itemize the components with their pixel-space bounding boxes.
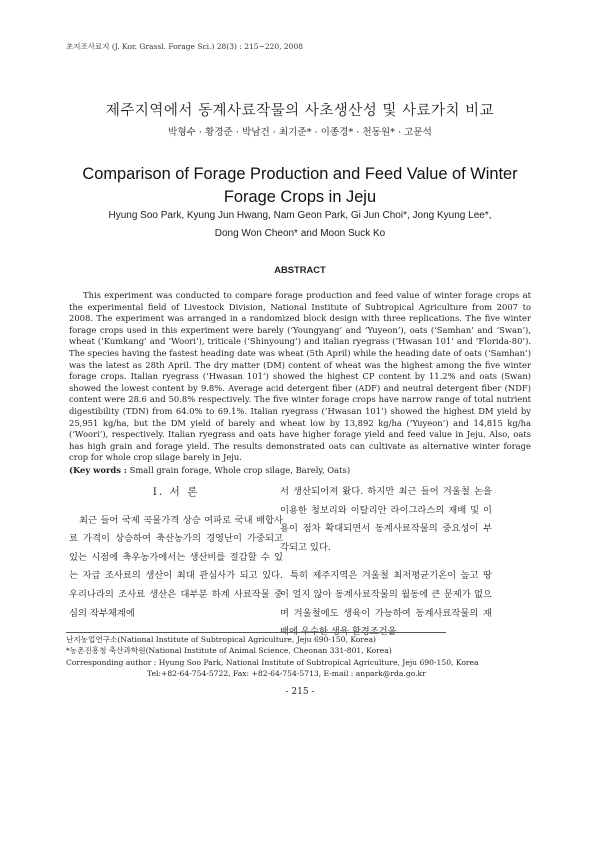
footnotes [66, 632, 536, 680]
abstract-text: This experiment was conducted to compare forage production and feed value of winter forage crops at the experimental field of Livestock Division, National Institute of Subtropical Agriculture from 2007 to 2008. The experiment was arranged in a randomized block design with three replications. The five winter forage crops used in this experiment were barely (‘Youngyang’ and ‘Yuyeon’), oats (‘Samhan’ and ‘Swan’), wheat (‘Kumkang’ and ‘Woori’), triticale (‘Shinyoung’) and italian ryegrass (‘Hwasan 101’ and ‘Florida-80’). The species having the fastest heading date was wheat (5th April) while the heading date of oats (‘Samhan’) was the latest as 28th April. The dry matter (DM) content of wheat was the highest among the five winter forage crops. Italian ryegrass (‘Hwasan 101’) showed the highest CP content by 11.2% and oats (Swan) showed the lowest content by 9.8%. Average acid detergent fiber (ADF) and neutral detergent fiber (NDF) content were 28.6 and 50.8% respectively. The five winter forage crops have narrow range of total nutrient digestibility (TDN) from 64.0% to 69.1%. Italian ryegrass (‘Hwasan 101’) showed the highest DM yield by 25,951 kg/ha, but the DM yield of barely and wheat low by 13,892 kg/ha (‘Yuyeon’) and 14,815 kg/ha (‘Woori’), respectively. Italian ryegrass and oats have higher forage yield and feed value in Jeju. Also, oats has high grain and forage yield. The results demonstrated oats can cultivate as alternative winter forage crop for whole crop silage barely in Jeju. [69, 290, 531, 463]
english-title-line-1: Comparison of Forage Production and Feed Value of Winter [82, 165, 518, 183]
footnote-contact: Tel:+82-64-754-5722, Fax: +82-64-754-5713, E-mail : anpark@rda.go.kr [147, 669, 426, 679]
english-authors [40, 207, 560, 242]
section-title-introduction: Ⅰ. 서 론 [152, 486, 200, 498]
english-authors-line-1: Hyung Soo Park, Kyung Jun Hwang, Nam Geon Park, Gi Jun Choi*, Jong Kyung Lee*, [108, 210, 492, 221]
english-title-line-2: Forage Crops in Jeju [223, 188, 377, 206]
body-column-left [69, 483, 283, 623]
keywords-text: Small grain forage, Whole crop silage, Barely, Oats) [126, 464, 351, 475]
body-column-right [280, 483, 492, 642]
page-number: - 215 - [285, 687, 315, 697]
intro-paragraph-1: 최근 들어 국제 곡물가격 상승 여파로 국내 배합사료 가격이 상승하여 축산농가의 경영난이 가중되고 있는 시점에 축우농가에서는 생산비를 절감할 수 있는 자급 조사료의 생산이 최대 관심사가 되고 있다. 우리나라의 조사료 생산은 대부분 하계 사료작물 중심의 작부체계에 [69, 514, 283, 619]
intro-paragraph-2: 특히 제주지역은 겨울철 최저평균기온이 높고 땅이 얼지 않아 동계사료작물의 월동에 큰 문제가 없으며 겨울철에도 생육이 가능하여 동계사료작물의 재배에 우수한 생육 환경조건을 [280, 570, 492, 638]
journal-header: 초지조사료지 (J. Kor. Grassl. Forage Sci.) 28(3) : 215~220, 2008 [66, 42, 303, 51]
footnote-corresponding-author: Corresponding author : Hyung Soo Park, National Institute of Subtropical Agriculture, Jeju 690-150, Korea [66, 657, 479, 667]
english-authors-line-2: Dong Won Cheon* and Moon Suck Ko [214, 227, 386, 239]
keywords [69, 465, 531, 477]
intro-paragraph-1-continued: 서 생산되어져 왔다. 하지만 최근 들어 겨울철 논을 이용한 청보리와 이탈리안 라이그라스의 재배 및 이용이 점차 확대되면서 동계사료작물의 중요성이 부각되고 있다. [280, 486, 492, 553]
keywords-label: (Key words : [69, 464, 127, 475]
abstract-block [69, 290, 531, 477]
footnote-divider [66, 632, 446, 633]
english-title [60, 163, 540, 209]
footnote-affiliation-2: *농촌진흥청 축산과학원(National Institute of Animal Science, Cheonan 331-801, Korea) [66, 646, 392, 656]
korean-title: 제주지역에서 동계사료작물의 사초생산성 및 사료가치 비교 [105, 103, 495, 119]
footnote-affiliation-1: 난지농업연구소(National Institute of Subtropical Agriculture, Jeju 690-150, Korea) [66, 635, 376, 644]
abstract-heading: ABSTRACT [274, 264, 326, 275]
korean-authors: 박형수 · 황경준 · 박남건 · 최기준* · 이종경* · 천동원* · 고문석 [168, 127, 432, 138]
